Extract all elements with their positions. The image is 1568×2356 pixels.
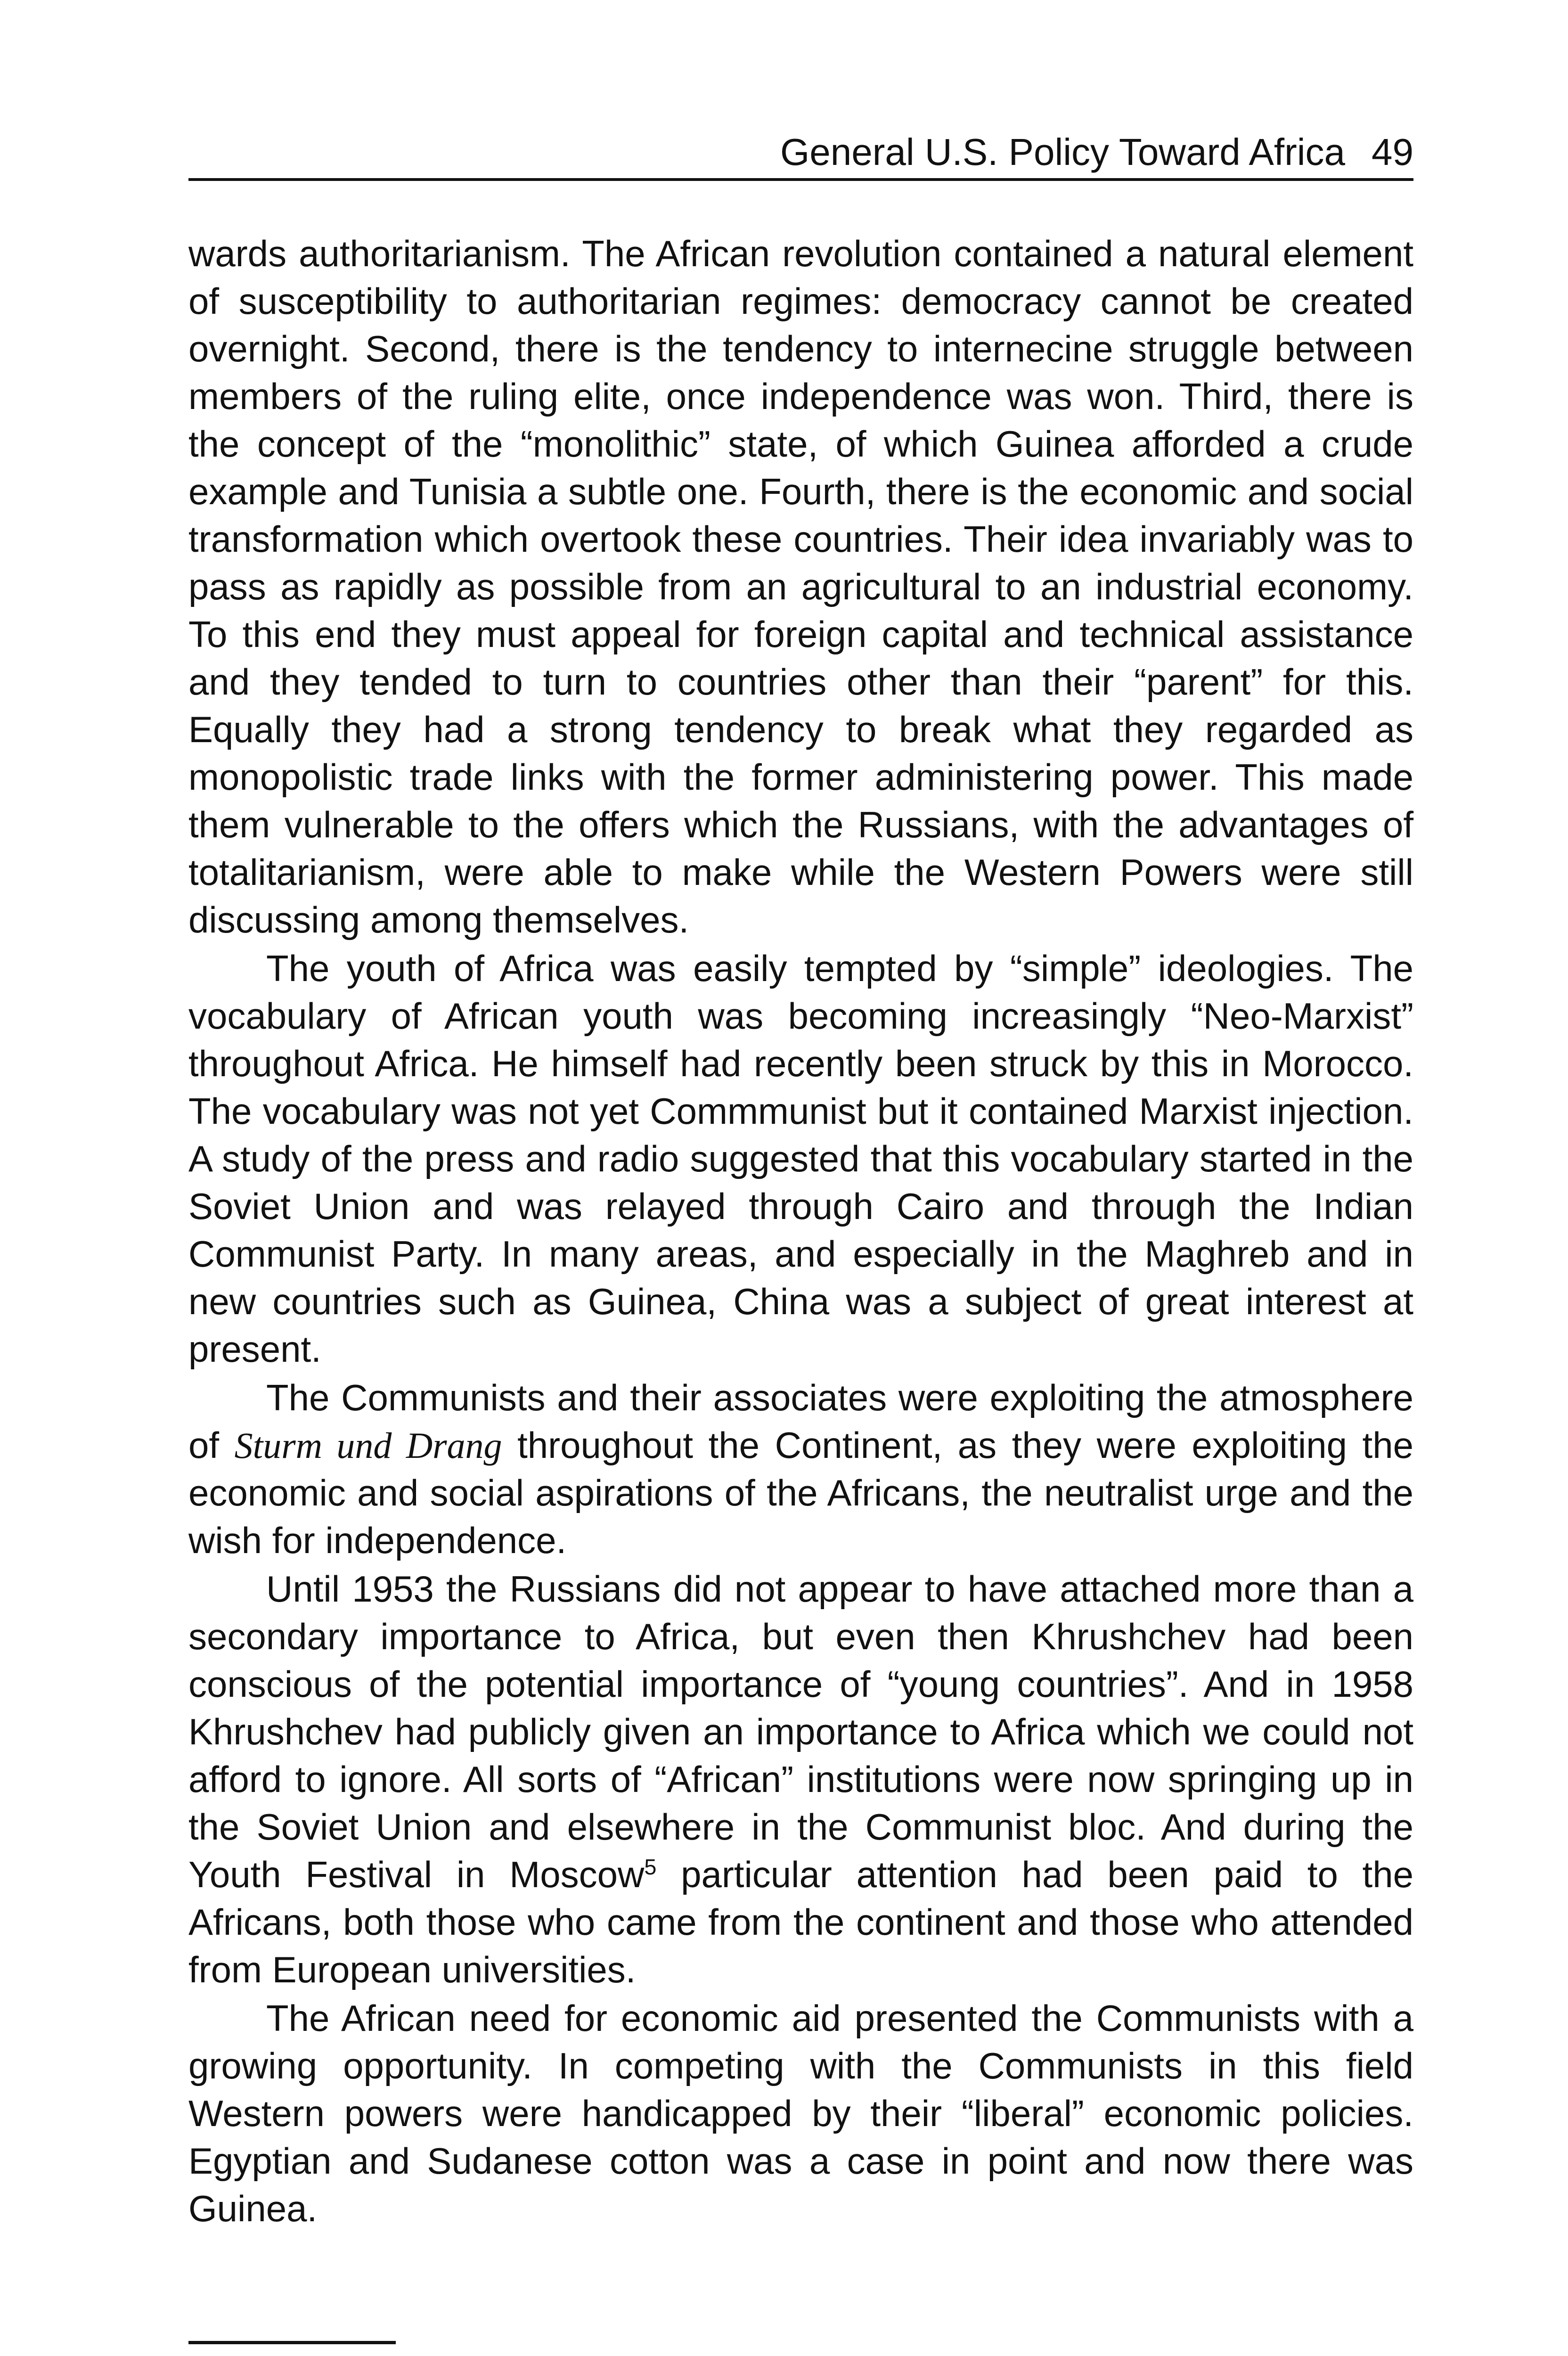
- paragraph-3-start: The Communists and their associates were exploiting the atmosphere of: [188, 1377, 1413, 1466]
- running-title: General U.S. Policy Toward Africa: [780, 131, 1346, 173]
- footnote-rule: [188, 2341, 396, 2344]
- paragraph-1: wards authoritarianism. The African revolution contained a natural element of susceptibility to authoritarian regimes: democracy cannot be created overnight. Second, there is the tendency to internecine struggle between members of the ruling elite, once independence was won. Third, there is the concept of the “monolithic” state, of which Guinea afforded a crude example and Tunisia a subtle one. Fourth, there is the economic and social transformation which overtook these countries. Their idea invariably was to pass as rapidly as possible from an agricultural to an industrial economy. To this end they must appeal for foreign capital and technical assistance and they tended to turn to countries other than their “parent” for this. Equally they had a strong tendency to break what they regarded as monopolistic trade links with the former administering power. This made them vulnerable to the offers which the Russians, with the advantages of totalitarianism, were able to make while the Western Powers were still discussing among themselves.: [188, 233, 1413, 941]
- paragraph-2: The youth of Africa was easily tempted by “simple” ideologies. The vocabulary of African youth was becoming increasingly “Neo-Marxist” throughout Africa. He himself had recently been struck by this in Morocco. The vocabulary was not yet Commmunist but it contained Marxist injection. A study of the press and radio suggested that this vocabulary started in the Soviet Union and was relayed through Cairo and through the Indian Communist Party. In many areas, and especially in the Maghreb and in new countries such as Guinea, China was a subject of great interest at present.: [188, 948, 1413, 1370]
- page-number: 49: [1372, 131, 1413, 173]
- paragraph-5: The African need for economic aid presented the Communists with a growing opportunity. In competing with the Communists in this field Western powers were handicapped by their “liberal” economic policies. Egyptian and Sudanese cotton was a case in point and now there was Guinea.: [188, 1997, 1413, 2229]
- italic-phrase: Sturm und Drang: [234, 1425, 502, 1466]
- footnote-reference: 5: [644, 1855, 657, 1879]
- body-text: [188, 230, 1413, 2233]
- paragraph-4-start: Until 1953 the Russians did not appear to have attached more than a secondary importance to Africa, but even then Khrushchev had been conscious of the potential importance of “young countries”. And in 1958 Khrushchev had publicly given an importance to Africa which we could not afford to ignore. All sorts of “African” institutions were now springing up in the Soviet Union and elsewhere in the Communist bloc. And during the Youth Festival in Moscow: [188, 1568, 1413, 1895]
- paragraph-3-end: throughout the Continent, as they were exploiting the economic and social aspirations of the Africans, the neutralist urge and the wish for independence.: [188, 1424, 1413, 1561]
- paragraph-3: [188, 1374, 1413, 1564]
- paragraph-4: [188, 1565, 1413, 1994]
- running-header: [188, 126, 1413, 178]
- paragraph-4-end: particular attention had been paid to the Africans, both those who came from the continent and those who attended from European universities.: [188, 1854, 1413, 1990]
- header-rule: [188, 178, 1413, 181]
